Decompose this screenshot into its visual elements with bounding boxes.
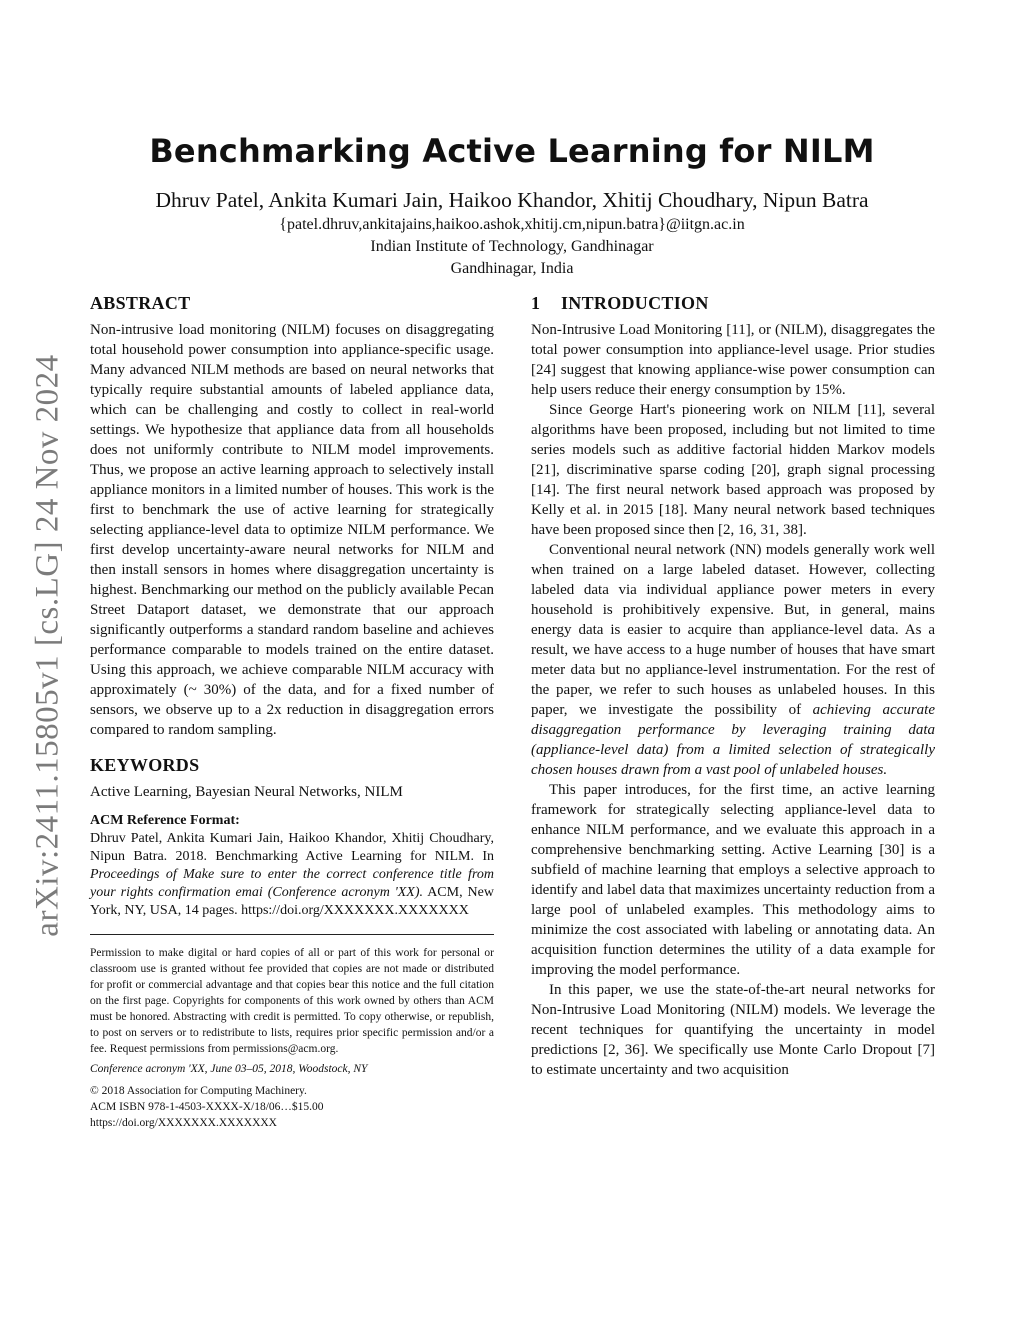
section-title: INTRODUCTION <box>561 293 709 313</box>
intro-paragraph-2: Since George Hart's pioneering work on NILM [11], several algorithms have been proposed, including but not limited to time series models such as additive factorial hidden Markov models [21], discriminative sparse coding [20], graph signal processing [14]. The first neural network based approach was proposed by Kelly et al. in 2015 [18]. Many neural network based techniques have been proposed since then [2, 16, 31, 38]. <box>531 402 935 538</box>
intro-paragraph-3-emphasis: achieving accurate disaggregation performance by leveraging training data (appliance-level data) from a limited selection of strategically chosen houses drawn from a vast pool of unlabeled houses. <box>531 702 935 778</box>
author-list: Dhruv Patel, Ankita Kumari Jain, Haikoo Khandor, Xhitij Choudhary, Nipun Batra <box>155 188 869 212</box>
intro-paragraph-3 <box>531 540 935 780</box>
footnote-divider <box>90 934 494 935</box>
acm-reference-text <box>90 830 494 920</box>
intro-paragraph-4: This paper introduces, for the first time, an active learning framework for strategically selecting appliance-level data to enhance NILM performance, and we evaluate this approach in a comprehensive benchmarking setting. Active Learning [30] is a subfield of machine learning that employs a selective approach to identify and label data that maximizes uncertainty reduction from a large pool of unlabeled examples. This methodology aims to minimize the cost associated with labeling or annotating data. An acquisition function determines the utility of a data example for improving the model performance. <box>531 782 935 978</box>
keywords-text: Active Learning, Bayesian Neural Networks, NILM <box>90 784 403 800</box>
affiliation: Indian Institute of Technology, Gandhinagar <box>370 238 654 255</box>
abstract-text: Non-intrusive load monitoring (NILM) focuses on disaggregating total household power consumption into appliance-specific usage. Many advanced NILM methods are based on neural networks that typically require substantial amounts of labeled appliance data, which can be challenging and costly to collect in real-world settings. We hypothesize that appliance data from all households does not uniformly contribute to NILM model improvements. Thus, we propose an active learning approach to selectively install appliance monitors in a limited number of houses. This work is the first to benchmark the use of active learning for strategically selecting appliance-level data to optimize NILM performance. We first develop uncertainty-aware neural networks for NILM and then install sensors in homes where disaggregation uncertainty is highest. Benchmarking our method on the publicly available Pecan Street Dataport dataset, we demonstrate that our approach significantly outperforms a standard random baseline and achieves performance comparable to models trained on the entire dataset. Using this approach, we achieve comparable NILM accuracy with approximately (~ 30%) of the data, and for a fixed number of sensors, we observe up to a 2x reduction in disaggregation errors compared to random sampling. <box>90 322 494 738</box>
acm-reference-pre: Dhruv Patel, Ankita Kumari Jain, Haikoo Khandor, Xhitij Choudhary, Nipun Batra. 2018. Benchmarking Active Learning for NILM. In <box>90 831 494 864</box>
author-emails: {patel.dhruv,ankitajains,haikoo.ashok,xhitij.cm,nipun.batra}@iitgn.ac.in <box>279 216 745 233</box>
right-column <box>531 292 935 1080</box>
intro-paragraph-5: In this paper, we use the state-of-the-art neural networks for Non-Intrusive Load Monitoring (NILM) models. We leverage the recent techniques for quantifying the uncertainty in model predictions [2, 36]. We specifically use Monte Carlo Dropout [7] to estimate uncertainty and two acquisition <box>531 982 935 1078</box>
section-number: 1 <box>531 293 541 313</box>
permission-notice: Permission to make digital or hard copies of all or part of this work for personal or classroom use is granted without fee provided that copies are not made or distributed for profit or commercial advantage and that copies bear this notice and the full citation on the first page. Copyrights for components of this work owned by others than ACM must be honored. Abstracting with credit is permitted. To copy otherwise, or republish, to post on servers or to redistribute to lists, requires prior specific permission and/or a fee. Request permissions from permissions@acm.org. <box>90 947 494 1055</box>
arxiv-stamp <box>28 345 68 945</box>
acm-reference-post: ACM, New York, NY, USA, 14 pages. https://doi.org/XXXXXXX.XXXXXXX <box>90 885 494 918</box>
conference-info: Conference acronym 'XX, June 03–05, 2018, Woodstock, NY <box>90 1063 368 1075</box>
doi-link[interactable]: https://doi.org/XXXXXXX.XXXXXXX <box>90 1117 277 1129</box>
location: Gandhinagar, India <box>450 260 574 277</box>
keywords-heading: KEYWORDS <box>90 755 200 775</box>
isbn-line: ACM ISBN 978-1-4503-XXXX-X/18/06…$15.00 <box>90 1101 324 1113</box>
paper-title: Benchmarking Active Learning for NILM <box>149 132 875 170</box>
acm-reference-proceedings: Proceedings of Make sure to enter the correct conference title from your rights confirmation emai (Conference acronym 'XX). <box>90 867 494 900</box>
arxiv-id: arXiv:2411.15805v1 [cs.LG] 24 Nov 2024 <box>29 353 66 937</box>
abstract-heading: ABSTRACT <box>90 293 191 313</box>
copyright-line: © 2018 Association for Computing Machinery. <box>90 1085 307 1097</box>
intro-paragraph-1: Non-Intrusive Load Monitoring [11], or (NILM), disaggregates the total power consumption into appliance-level usage. Prior studies [24] suggest that knowing appliance-wise power consumption can help users reduce their energy consumption by 15%. <box>531 322 935 398</box>
left-column <box>90 292 494 1131</box>
intro-paragraph-3-text: Conventional neural network (NN) models generally work well when trained on a large labeled dataset. However, collecting labeled data via individual appliance power meters in every household is prohibitively expensive. But, in general, mains energy data is easier to acquire than appliance-level data. As a result, we have access to a huge number of houses that have smart meter data but no appliance-level instrumentation. For the rest of the paper, we refer to such houses as unlabeled houses. In this paper, we investigate the possibility of <box>531 542 935 718</box>
introduction-heading <box>531 292 935 314</box>
acm-reference-heading: ACM Reference Format: <box>90 813 240 828</box>
